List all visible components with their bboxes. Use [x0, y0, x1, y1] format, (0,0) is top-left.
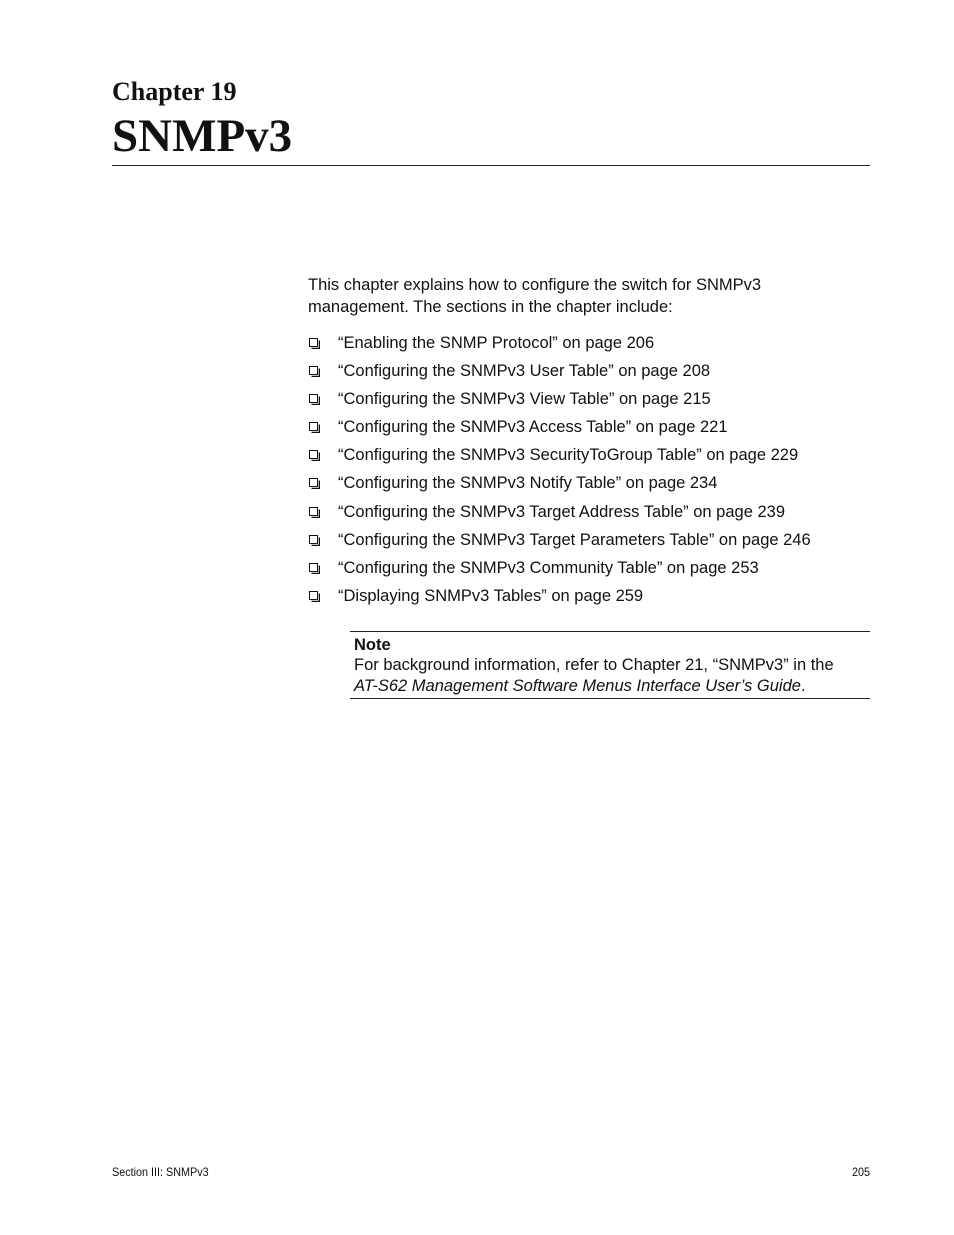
note-text — [354, 655, 868, 696]
footer-section-name: Section III: SNMPv3 — [112, 1165, 209, 1179]
list-item — [308, 472, 868, 500]
note-box — [350, 631, 870, 699]
list-item-text: “Displaying SNMPv3 Tables” on page 259 — [338, 586, 644, 605]
empty-box-icon — [309, 478, 320, 489]
intro-line-1: This chapter explains how to configure the switch for SNMPv3 — [308, 276, 762, 294]
note-heading: Note — [354, 636, 391, 654]
list-item-text: “Configuring the SNMPv3 Access Table” on page 221 — [338, 418, 728, 437]
list-item-text: “Enabling the SNMP Protocol” on page 206 — [338, 334, 655, 352]
list-item-text: “Configuring the SNMPv3 Community Table” on page 253 — [338, 558, 759, 577]
empty-box-icon — [309, 366, 320, 377]
list-item — [308, 360, 868, 388]
empty-box-icon — [309, 450, 320, 461]
footer-page-number: 205 — [852, 1165, 871, 1179]
note-text-end: . — [800, 676, 806, 695]
empty-box-icon — [309, 338, 320, 349]
list-item — [308, 529, 868, 557]
list-item-text: “Configuring the SNMPv3 Target Address Table” on page 239 — [338, 502, 785, 521]
chapter-label: Chapter 19 — [112, 77, 237, 106]
empty-box-icon — [309, 507, 320, 518]
title-divider — [112, 165, 870, 166]
list-item — [308, 444, 868, 472]
chapter-topic-list — [308, 332, 868, 613]
list-item — [308, 585, 868, 613]
guide-title: AT-S62 Management Software Menus Interface User’s Guide — [354, 676, 801, 695]
empty-box-icon — [309, 591, 320, 602]
list-item — [308, 501, 868, 529]
list-item — [308, 557, 868, 585]
empty-box-icon — [309, 535, 320, 546]
chapter-title: SNMPv3 — [112, 110, 293, 162]
list-item — [308, 388, 868, 416]
list-item-text: “Configuring the SNMPv3 Notify Table” on page 234 — [338, 474, 718, 493]
list-item-text: “Configuring the SNMPv3 Target Parameters Table” on page 246 — [338, 530, 811, 549]
empty-box-icon — [309, 563, 320, 574]
empty-box-icon — [309, 422, 320, 433]
empty-box-icon — [309, 394, 320, 405]
note-text-intro: For background information, refer to Chapter 21, “SNMPv3” in the — [354, 656, 834, 674]
intro-line-2: management. The sections in the chapter include: — [308, 297, 673, 316]
list-item-text: “Configuring the SNMPv3 View Table” on page 215 — [338, 390, 711, 409]
intro-paragraph — [308, 275, 868, 318]
list-item — [308, 416, 868, 444]
list-item — [308, 332, 868, 360]
list-item-text: “Configuring the SNMPv3 User Table” on page 208 — [338, 362, 711, 381]
list-item-text: “Configuring the SNMPv3 SecurityToGroup Table” on page 229 — [338, 446, 799, 465]
